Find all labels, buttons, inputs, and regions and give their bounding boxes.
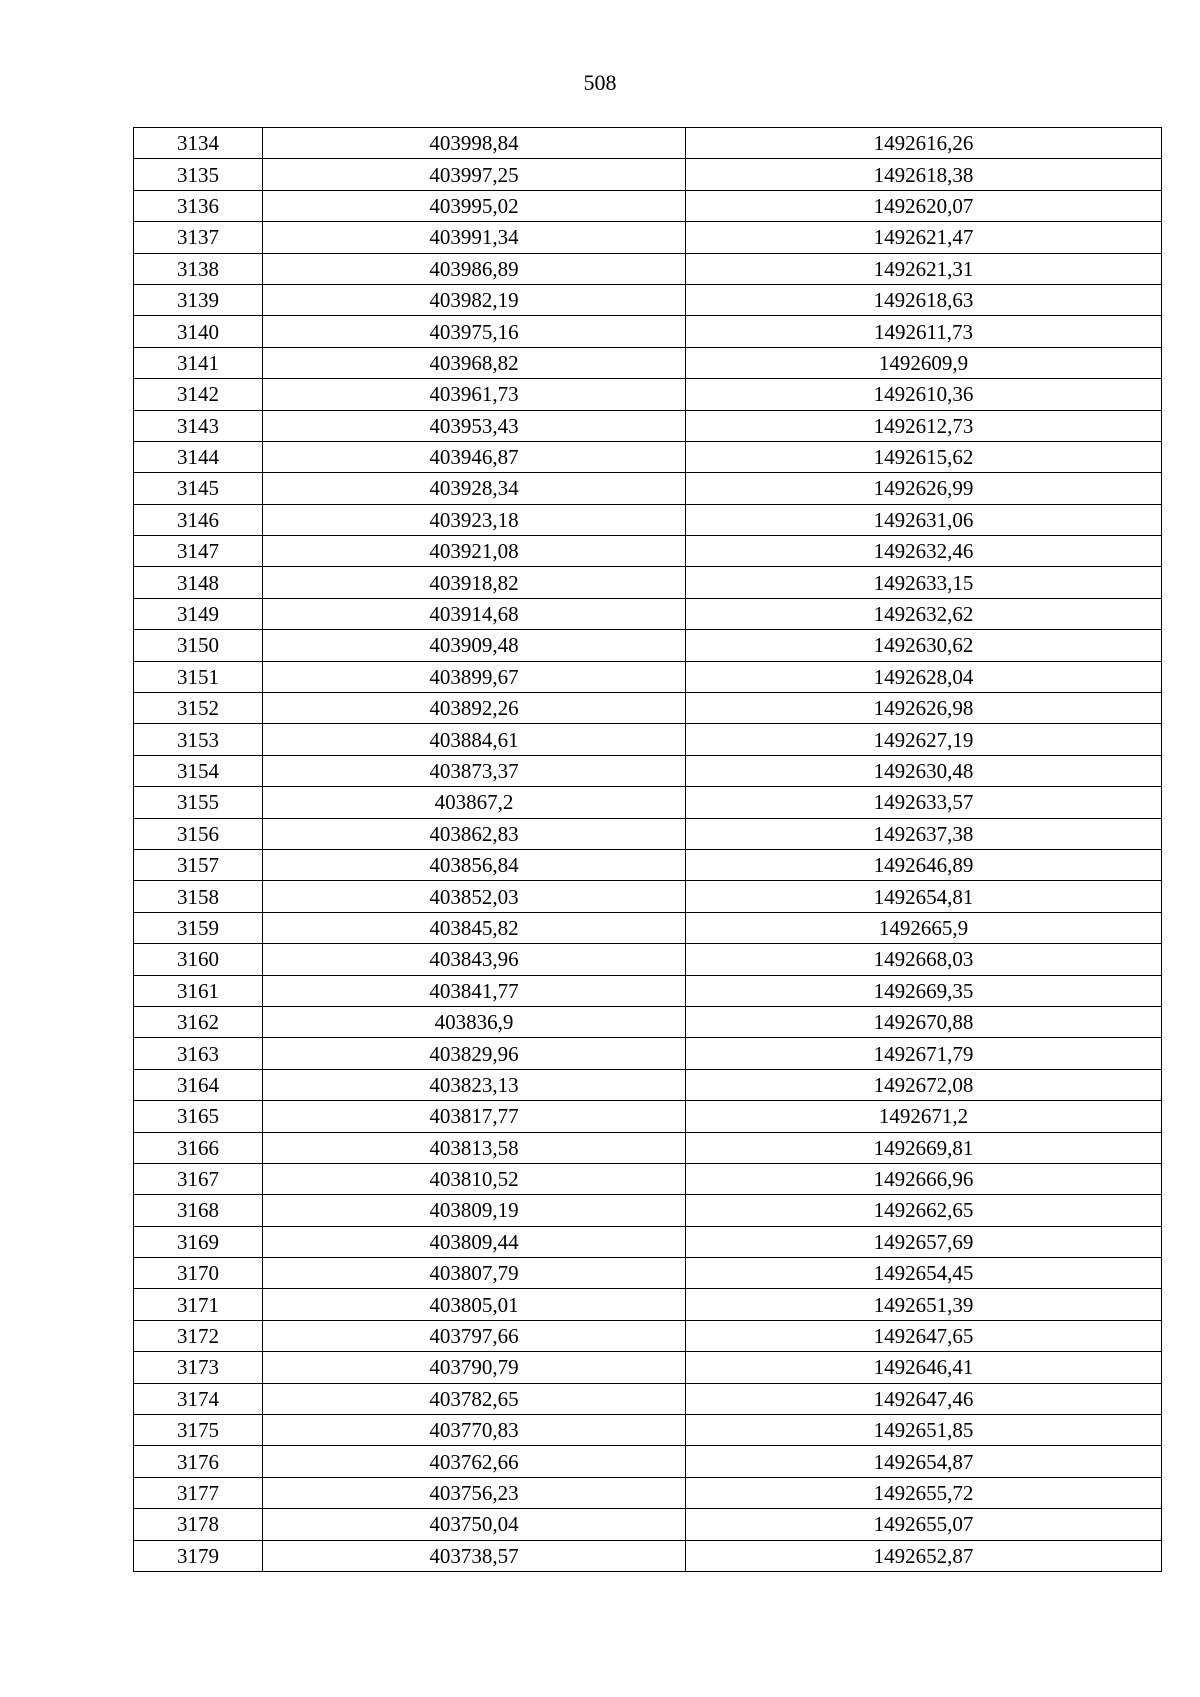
point-number-cell: 3152 (134, 693, 263, 724)
point-number-cell: 3168 (134, 1195, 263, 1226)
table-row (134, 1258, 1162, 1289)
table-row (134, 1383, 1162, 1414)
table-row (134, 912, 1162, 943)
point-number-cell: 3141 (134, 347, 263, 378)
point-number-cell: 3138 (134, 253, 263, 284)
y-coordinate-cell: 1492620,07 (686, 190, 1162, 221)
y-coordinate-cell: 1492631,06 (686, 504, 1162, 535)
table-row (134, 1163, 1162, 1194)
y-coordinate-cell: 1492632,46 (686, 536, 1162, 567)
table-row (134, 1101, 1162, 1132)
point-number-cell: 3157 (134, 849, 263, 880)
point-number-cell: 3179 (134, 1540, 263, 1571)
table-row (134, 1509, 1162, 1540)
table-row (134, 630, 1162, 661)
table-row (134, 190, 1162, 221)
x-coordinate-cell: 403953,43 (263, 410, 686, 441)
table-row (134, 316, 1162, 347)
y-coordinate-cell: 1492654,81 (686, 881, 1162, 912)
x-coordinate-cell: 403756,23 (263, 1477, 686, 1508)
point-number-cell: 3163 (134, 1038, 263, 1069)
table-row (134, 567, 1162, 598)
y-coordinate-cell: 1492666,96 (686, 1163, 1162, 1194)
point-number-cell: 3155 (134, 787, 263, 818)
x-coordinate-cell: 403790,79 (263, 1352, 686, 1383)
x-coordinate-cell: 403809,44 (263, 1226, 686, 1257)
table-row (134, 944, 1162, 975)
x-coordinate-cell: 403997,25 (263, 159, 686, 190)
y-coordinate-cell: 1492626,98 (686, 693, 1162, 724)
table-row (134, 410, 1162, 441)
table-row (134, 849, 1162, 880)
y-coordinate-cell: 1492672,08 (686, 1069, 1162, 1100)
y-coordinate-cell: 1492627,19 (686, 724, 1162, 755)
y-coordinate-cell: 1492618,63 (686, 284, 1162, 315)
x-coordinate-cell: 403762,66 (263, 1446, 686, 1477)
point-number-cell: 3142 (134, 379, 263, 410)
table-row (134, 1320, 1162, 1351)
point-number-cell: 3176 (134, 1446, 263, 1477)
point-number-cell: 3165 (134, 1101, 263, 1132)
x-coordinate-cell: 403829,96 (263, 1038, 686, 1069)
point-number-cell: 3169 (134, 1226, 263, 1257)
table-row (134, 1446, 1162, 1477)
point-number-cell: 3140 (134, 316, 263, 347)
y-coordinate-cell: 1492618,38 (686, 159, 1162, 190)
point-number-cell: 3145 (134, 473, 263, 504)
table-row (134, 536, 1162, 567)
y-coordinate-cell: 1492668,03 (686, 944, 1162, 975)
point-number-cell: 3150 (134, 630, 263, 661)
x-coordinate-cell: 403998,84 (263, 128, 686, 159)
point-number-cell: 3161 (134, 975, 263, 1006)
point-number-cell: 3139 (134, 284, 263, 315)
table-row (134, 1006, 1162, 1037)
y-coordinate-cell: 1492657,69 (686, 1226, 1162, 1257)
x-coordinate-cell: 403986,89 (263, 253, 686, 284)
point-number-cell: 3175 (134, 1415, 263, 1446)
table-row (134, 379, 1162, 410)
point-number-cell: 3164 (134, 1069, 263, 1100)
y-coordinate-cell: 1492651,85 (686, 1415, 1162, 1446)
y-coordinate-cell: 1492632,62 (686, 598, 1162, 629)
point-number-cell: 3162 (134, 1006, 263, 1037)
x-coordinate-cell: 403841,77 (263, 975, 686, 1006)
x-coordinate-cell: 403928,34 (263, 473, 686, 504)
table-row (134, 1289, 1162, 1320)
point-number-cell: 3149 (134, 598, 263, 629)
x-coordinate-cell: 403873,37 (263, 755, 686, 786)
x-coordinate-cell: 403797,66 (263, 1320, 686, 1351)
x-coordinate-cell: 403843,96 (263, 944, 686, 975)
x-coordinate-cell: 403810,52 (263, 1163, 686, 1194)
x-coordinate-cell: 403809,19 (263, 1195, 686, 1226)
table-row (134, 818, 1162, 849)
x-coordinate-cell: 403817,77 (263, 1101, 686, 1132)
table-row (134, 504, 1162, 535)
table-row (134, 253, 1162, 284)
table-row (134, 284, 1162, 315)
x-coordinate-cell: 403813,58 (263, 1132, 686, 1163)
point-number-cell: 3136 (134, 190, 263, 221)
y-coordinate-cell: 1492654,45 (686, 1258, 1162, 1289)
coordinates-table (133, 127, 1162, 1572)
point-number-cell: 3173 (134, 1352, 263, 1383)
table-row (134, 128, 1162, 159)
table-row (134, 975, 1162, 1006)
point-number-cell: 3135 (134, 159, 263, 190)
table-row (134, 1477, 1162, 1508)
table-row (134, 724, 1162, 755)
x-coordinate-cell: 403995,02 (263, 190, 686, 221)
point-number-cell: 3171 (134, 1289, 263, 1320)
point-number-cell: 3160 (134, 944, 263, 975)
point-number-cell: 3159 (134, 912, 263, 943)
y-coordinate-cell: 1492647,65 (686, 1320, 1162, 1351)
table-row (134, 1069, 1162, 1100)
y-coordinate-cell: 1492611,73 (686, 316, 1162, 347)
y-coordinate-cell: 1492637,38 (686, 818, 1162, 849)
y-coordinate-cell: 1492665,9 (686, 912, 1162, 943)
y-coordinate-cell: 1492655,72 (686, 1477, 1162, 1508)
point-number-cell: 3137 (134, 222, 263, 253)
x-coordinate-cell: 403845,82 (263, 912, 686, 943)
point-number-cell: 3146 (134, 504, 263, 535)
x-coordinate-cell: 403892,26 (263, 693, 686, 724)
table-row (134, 1195, 1162, 1226)
x-coordinate-cell: 403807,79 (263, 1258, 686, 1289)
y-coordinate-cell: 1492671,79 (686, 1038, 1162, 1069)
x-coordinate-cell: 403770,83 (263, 1415, 686, 1446)
y-coordinate-cell: 1492612,73 (686, 410, 1162, 441)
y-coordinate-cell: 1492630,62 (686, 630, 1162, 661)
point-number-cell: 3144 (134, 441, 263, 472)
table-row (134, 661, 1162, 692)
y-coordinate-cell: 1492615,62 (686, 441, 1162, 472)
y-coordinate-cell: 1492669,35 (686, 975, 1162, 1006)
y-coordinate-cell: 1492630,48 (686, 755, 1162, 786)
y-coordinate-cell: 1492646,41 (686, 1352, 1162, 1383)
y-coordinate-cell: 1492654,87 (686, 1446, 1162, 1477)
table-row (134, 347, 1162, 378)
table-row (134, 441, 1162, 472)
x-coordinate-cell: 403738,57 (263, 1540, 686, 1571)
x-coordinate-cell: 403805,01 (263, 1289, 686, 1320)
point-number-cell: 3172 (134, 1320, 263, 1351)
point-number-cell: 3153 (134, 724, 263, 755)
x-coordinate-cell: 403909,48 (263, 630, 686, 661)
table-row (134, 159, 1162, 190)
x-coordinate-cell: 403914,68 (263, 598, 686, 629)
x-coordinate-cell: 403961,73 (263, 379, 686, 410)
point-number-cell: 3167 (134, 1163, 263, 1194)
point-number-cell: 3174 (134, 1383, 263, 1414)
table-row (134, 1540, 1162, 1571)
point-number-cell: 3147 (134, 536, 263, 567)
x-coordinate-cell: 403975,16 (263, 316, 686, 347)
x-coordinate-cell: 403918,82 (263, 567, 686, 598)
point-number-cell: 3154 (134, 755, 263, 786)
y-coordinate-cell: 1492662,65 (686, 1195, 1162, 1226)
table-row (134, 598, 1162, 629)
point-number-cell: 3158 (134, 881, 263, 912)
y-coordinate-cell: 1492621,47 (686, 222, 1162, 253)
x-coordinate-cell: 403852,03 (263, 881, 686, 912)
y-coordinate-cell: 1492671,2 (686, 1101, 1162, 1132)
y-coordinate-cell: 1492609,9 (686, 347, 1162, 378)
x-coordinate-cell: 403867,2 (263, 787, 686, 818)
point-number-cell: 3156 (134, 818, 263, 849)
y-coordinate-cell: 1492621,31 (686, 253, 1162, 284)
y-coordinate-cell: 1492633,57 (686, 787, 1162, 818)
point-number-cell: 3134 (134, 128, 263, 159)
x-coordinate-cell: 403923,18 (263, 504, 686, 535)
y-coordinate-cell: 1492652,87 (686, 1540, 1162, 1571)
x-coordinate-cell: 403899,67 (263, 661, 686, 692)
y-coordinate-cell: 1492610,36 (686, 379, 1162, 410)
y-coordinate-cell: 1492646,89 (686, 849, 1162, 880)
y-coordinate-cell: 1492633,15 (686, 567, 1162, 598)
x-coordinate-cell: 403946,87 (263, 441, 686, 472)
y-coordinate-cell: 1492669,81 (686, 1132, 1162, 1163)
y-coordinate-cell: 1492616,26 (686, 128, 1162, 159)
y-coordinate-cell: 1492647,46 (686, 1383, 1162, 1414)
table-row (134, 881, 1162, 912)
point-number-cell: 3143 (134, 410, 263, 441)
point-number-cell: 3151 (134, 661, 263, 692)
table-row (134, 755, 1162, 786)
table-row (134, 1415, 1162, 1446)
x-coordinate-cell: 403982,19 (263, 284, 686, 315)
x-coordinate-cell: 403750,04 (263, 1509, 686, 1540)
table-row (134, 1352, 1162, 1383)
page-number: 508 (583, 70, 617, 95)
point-number-cell: 3148 (134, 567, 263, 598)
x-coordinate-cell: 403921,08 (263, 536, 686, 567)
x-coordinate-cell: 403991,34 (263, 222, 686, 253)
table-row (134, 1132, 1162, 1163)
table-row (134, 222, 1162, 253)
coordinates-table-body (134, 128, 1162, 1572)
table-row (134, 693, 1162, 724)
point-number-cell: 3177 (134, 1477, 263, 1508)
y-coordinate-cell: 1492626,99 (686, 473, 1162, 504)
x-coordinate-cell: 403836,9 (263, 1006, 686, 1037)
point-number-cell: 3178 (134, 1509, 263, 1540)
point-number-cell: 3170 (134, 1258, 263, 1289)
x-coordinate-cell: 403856,84 (263, 849, 686, 880)
x-coordinate-cell: 403968,82 (263, 347, 686, 378)
y-coordinate-cell: 1492655,07 (686, 1509, 1162, 1540)
table-row (134, 1226, 1162, 1257)
point-number-cell: 3166 (134, 1132, 263, 1163)
x-coordinate-cell: 403782,65 (263, 1383, 686, 1414)
table-row (134, 787, 1162, 818)
y-coordinate-cell: 1492628,04 (686, 661, 1162, 692)
x-coordinate-cell: 403884,61 (263, 724, 686, 755)
y-coordinate-cell: 1492651,39 (686, 1289, 1162, 1320)
x-coordinate-cell: 403823,13 (263, 1069, 686, 1100)
table-row (134, 473, 1162, 504)
x-coordinate-cell: 403862,83 (263, 818, 686, 849)
y-coordinate-cell: 1492670,88 (686, 1006, 1162, 1037)
table-row (134, 1038, 1162, 1069)
